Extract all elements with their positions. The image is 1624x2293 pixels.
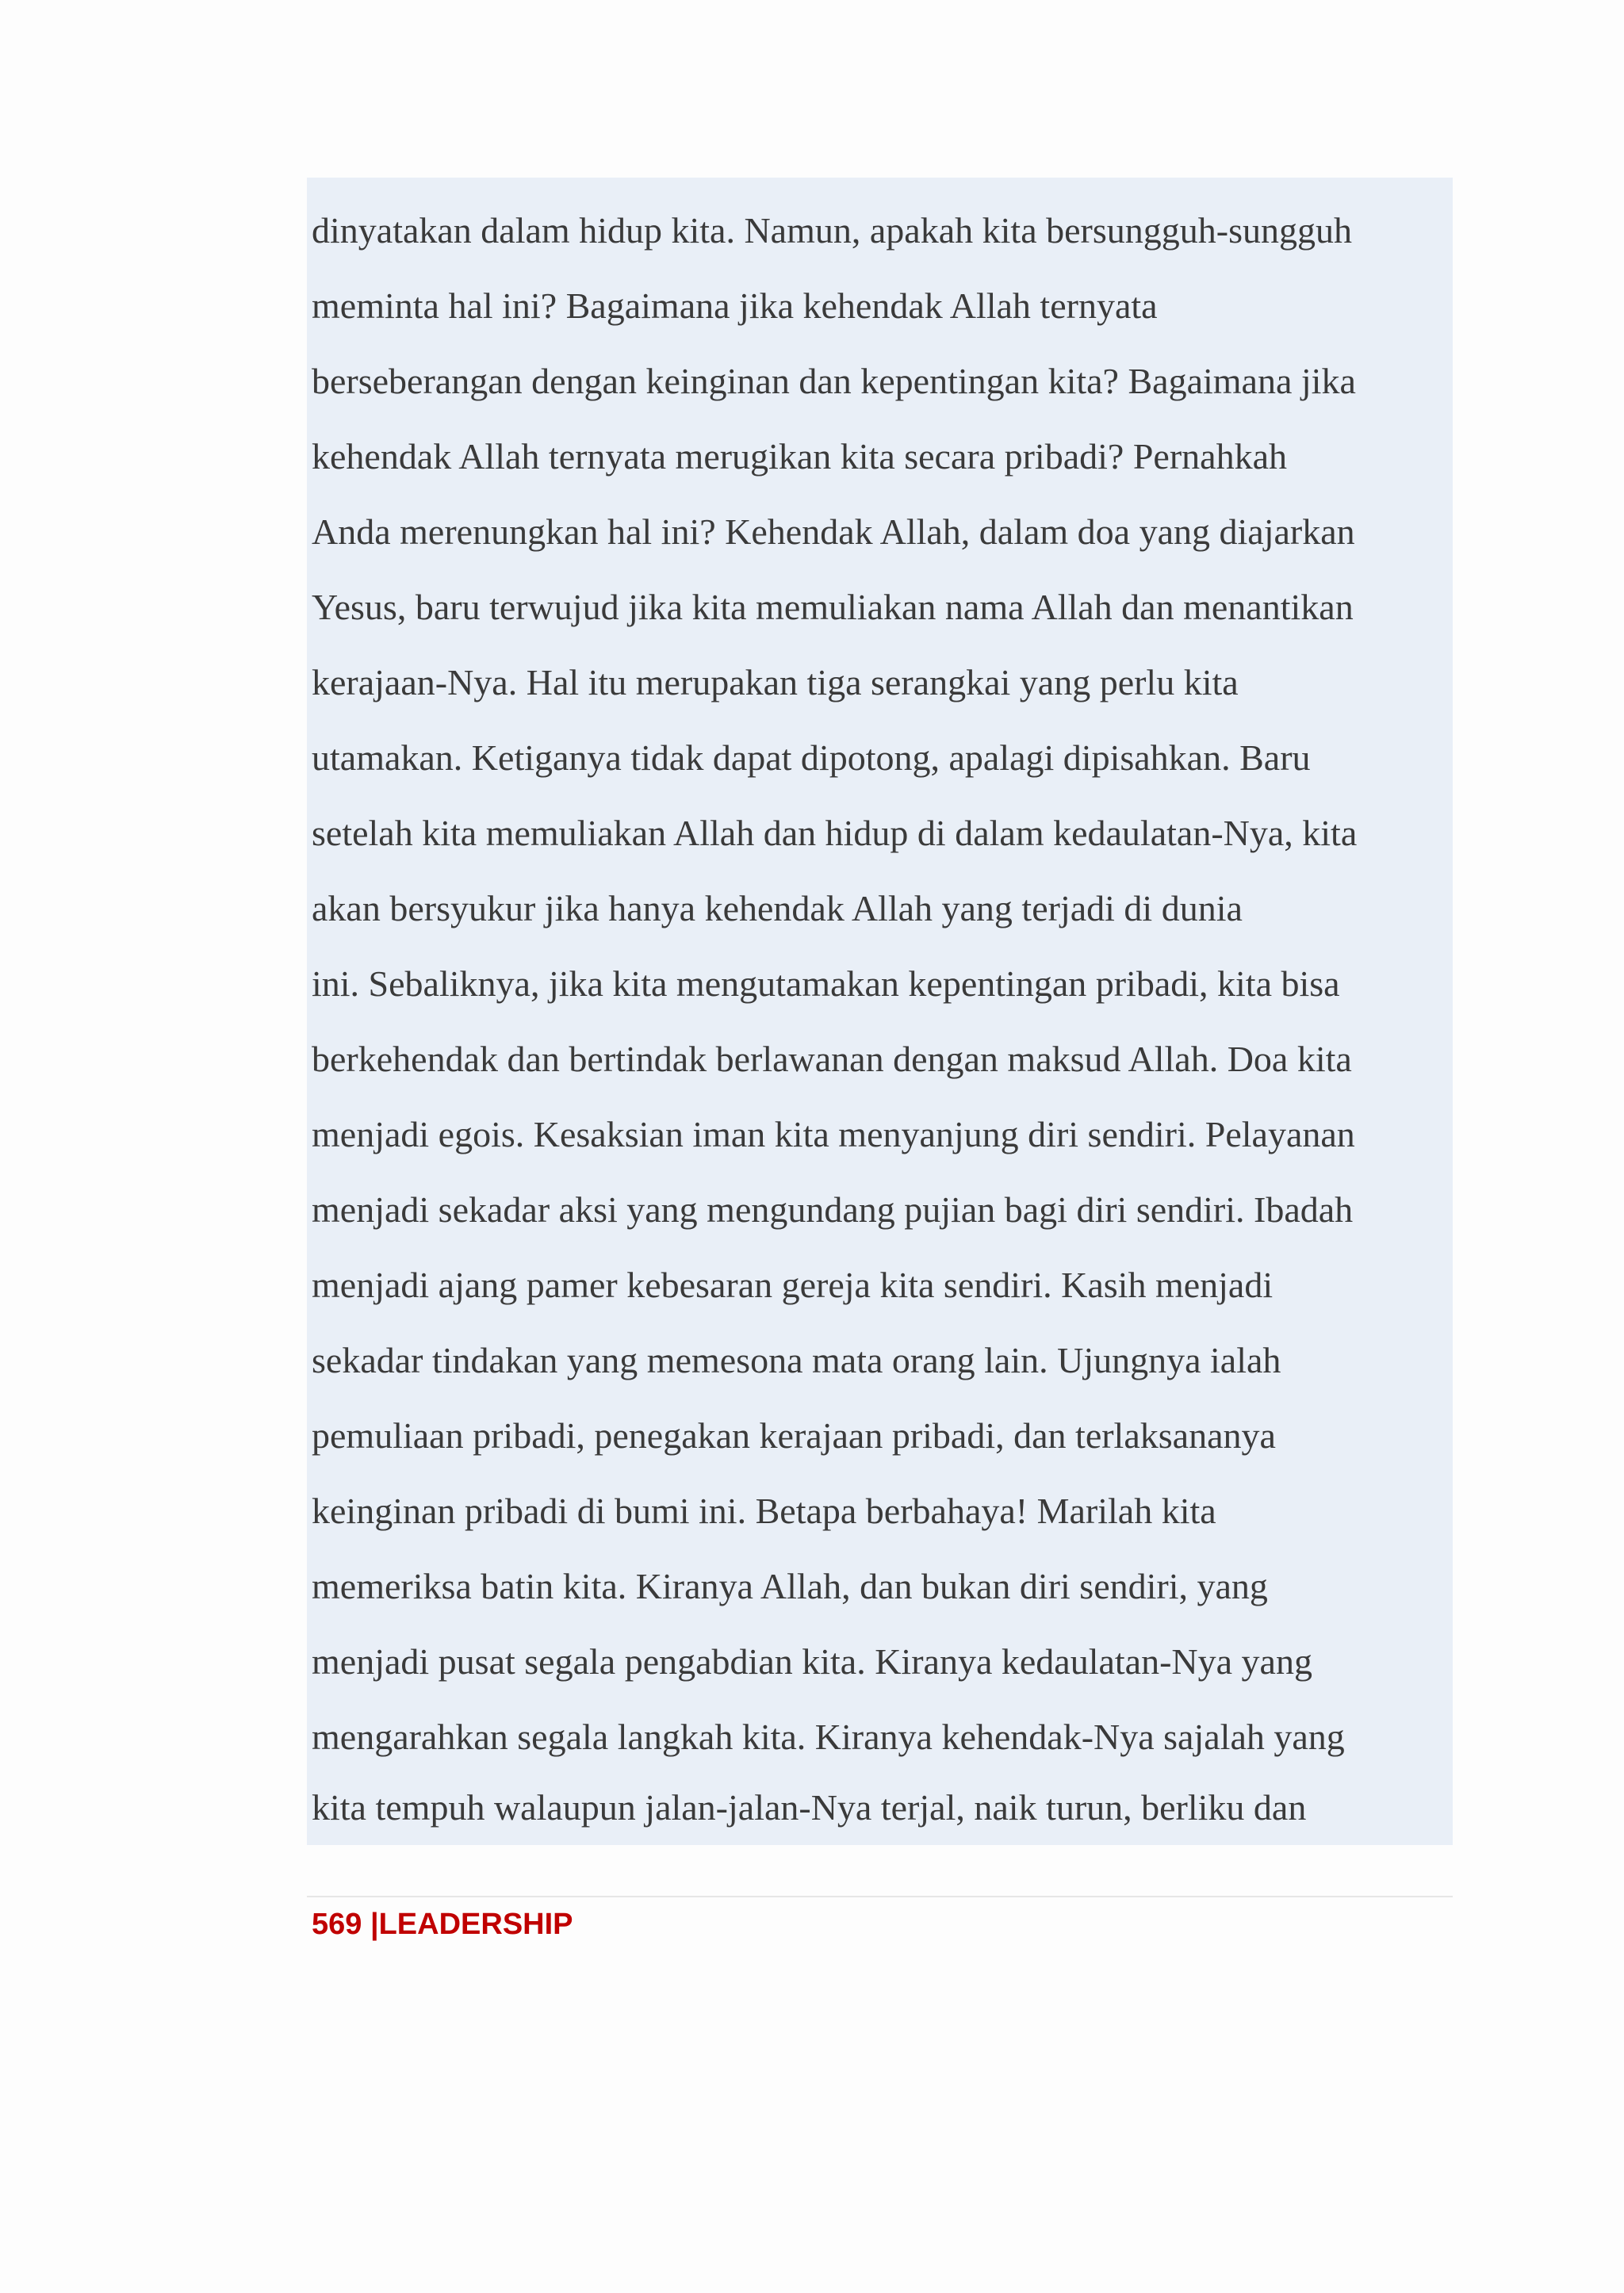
footer-divider xyxy=(307,1896,1453,1897)
body-line: memeriksa batin kita. Kiranya Allah, dan bukan diri sendiri, yang xyxy=(312,1566,1268,1606)
body-line: Anda merenungkan hal ini? Kehendak Allah, dalam doa yang diajarkan xyxy=(312,511,1355,552)
body-line: menjadi ajang pamer kebesaran gereja kita sendiri. Kasih menjadi xyxy=(312,1265,1274,1305)
body-line: Yesus, baru terwujud jika kita memuliakan nama Allah dan menantikan xyxy=(312,587,1354,627)
body-line: pemuliaan pribadi, penegakan kerajaan pribadi, dan terlaksananya xyxy=(312,1415,1276,1456)
body-line: utamakan. Ketiganya tidak dapat dipotong, apalagi dipisahkan. Baru xyxy=(312,737,1311,778)
body-line: menjadi egois. Kesaksian iman kita menyanjung diri sendiri. Pelayanan xyxy=(312,1114,1355,1154)
body-line: meminta hal ini? Bagaimana jika kehendak Allah ternyata xyxy=(312,285,1158,326)
body-line: mengarahkan segala langkah kita. Kiranya kehendak-Nya sajalah yang xyxy=(312,1717,1345,1757)
body-line: sekadar tindakan yang memesona mata orang lain. Ujungnya ialah xyxy=(312,1340,1281,1380)
body-line: menjadi sekadar aksi yang mengundang pujian bagi diri sendiri. Ibadah xyxy=(312,1189,1354,1230)
body-line: kita tempuh walaupun jalan-jalan-Nya terjal, naik turun, berliku dan xyxy=(312,1787,1307,1828)
body-line: menjadi pusat segala pengabdian kita. Kiranya kedaulatan-Nya yang xyxy=(312,1641,1312,1682)
body-line: berkehendak dan bertindak berlawanan dengan maksud Allah. Doa kita xyxy=(312,1039,1352,1079)
body-line: setelah kita memuliakan Allah dan hidup di dalam kedaulatan-Nya, kita xyxy=(312,813,1358,853)
body-line: keinginan pribadi di bumi ini. Betapa berbahaya! Marilah kita xyxy=(312,1491,1216,1531)
body-line: kerajaan-Nya. Hal itu merupakan tiga serangkai yang perlu kita xyxy=(312,662,1239,702)
body-line: kehendak Allah ternyata merugikan kita secara pribadi? Pernahkah xyxy=(312,436,1287,477)
highlighted-text-block xyxy=(307,178,1453,1845)
body-line: berseberangan dengan keinginan dan kepentingan kita? Bagaimana jika xyxy=(312,361,1356,401)
body-line: ini. Sebaliknya, jika kita mengutamakan kepentingan pribadi, kita bisa xyxy=(312,963,1340,1004)
page-footer: 569 |LEADERSHIP xyxy=(312,1908,573,1941)
body-line: dinyatakan dalam hidup kita. Namun, apakah kita bersungguh-sungguh xyxy=(312,210,1352,251)
body-line: akan bersyukur jika hanya kehendak Allah yang terjadi di dunia xyxy=(312,888,1243,928)
